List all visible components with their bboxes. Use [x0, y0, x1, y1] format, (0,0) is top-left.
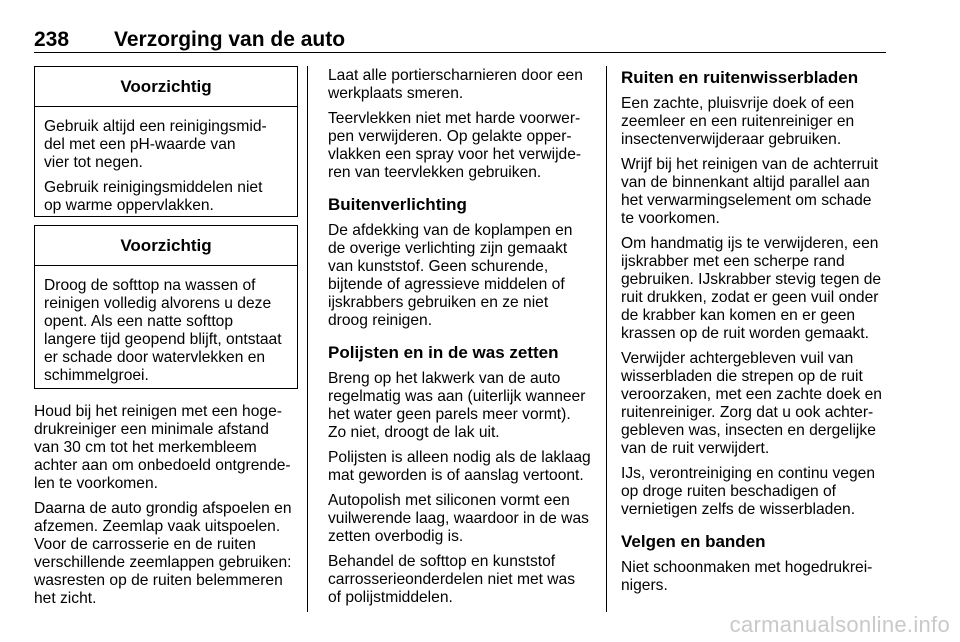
paragraph: Behandel de softtop en kunststof carrosserieonderdelen niet met was of polijstmiddelen. — [328, 553, 576, 606]
paragraph: Een zachte, pluisvrije doek of een zeemleer en een ruitenreiniger en insectenverwijderaar gebruiken. — [621, 95, 855, 148]
paragraph: Breng op het lakwerk van de auto regelmatig was aan (uiterlijk wanneer het water geen parels meer vormt). Zo niet, droogt de lak uit. — [328, 370, 586, 441]
header-rule — [34, 52, 886, 53]
paragraph: Daarna de auto grondig afspoelen en afzemen. Zeemlap vaak uitspoelen. Voor de carrosserie en de ruiten verschillende zeemlappen gebruiken: wasresten op de ruiten belemmeren het zicht. — [34, 500, 292, 607]
paragraph: Niet schoonmaken met hogedrukrei- nigers. — [621, 559, 873, 594]
caution-body — [35, 107, 297, 215]
paragraph: IJs, verontreiniging en continu vegen op droge ruiten beschadigen of vernietigen zelfs de wisserbladen. — [621, 465, 875, 518]
column-divider-right — [606, 66, 607, 612]
paragraph: Houd bij het reinigen met een hoge- drukreiniger een minimale afstand van 30 cm tot het merkembleem achter aan om onbedoeld ontgrende- len te voorkomen. — [34, 403, 291, 492]
caution-text: Gebruik altijd een reinigingsmid- del met een pH-waarde van vier tot negen. — [44, 118, 267, 171]
page-header — [34, 28, 886, 52]
paragraph: Teervlekken niet met harde voorwer- pen verwijderen. Op gelakte opper- vlakken een spray voor het verwijde- ren van teervlekken gebruiken. — [328, 110, 582, 181]
caution-title: Voorzichtig — [35, 67, 297, 107]
paragraph: Om handmatig ijs te verwijderen, een ijskrabber met een scherpe rand gebruiken. IJskrabber stevig tegen de ruit drukken, zodat er geen vuil onder de krabber kan komen en er geen krassen op de ruit worden gemaakt. — [621, 235, 882, 342]
section-heading-wheels: Velgen en banden — [621, 532, 766, 551]
section-heading-windows: Ruiten en ruitenwisserbladen — [621, 68, 859, 87]
caution-title: Voorzichtig — [35, 226, 297, 266]
paragraph: Autopolish met siliconen vormt een vuilwerende laag, waardoor in de was zetten overbodig is. — [328, 492, 589, 545]
paragraph: Laat alle portierscharnieren door een werkplaats smeren. — [328, 67, 583, 102]
paragraph: De afdekking van de koplampen en de overige verlichting zijn gemaakt van kunststof. Geen schurende, bijtende of agressieve middelen of ijskrabbers gebruiken en ze niet droog reinigen. — [328, 222, 573, 329]
paragraph: Polijsten is alleen nodig als de laklaag mat geworden is of aanslag vertoont. — [328, 449, 591, 484]
watermark: carmanualsonline.info — [729, 612, 950, 637]
left-column-text — [34, 403, 300, 615]
paragraph: Wrijf bij het reinigen van de achterruit van de binnenkant altijd parallel aan het verwarmingselement om schade te voorkomen. — [621, 156, 879, 227]
middle-column-text — [328, 67, 598, 614]
chapter-title: Verzorging van de auto — [114, 28, 346, 51]
caution-box-cleaning-agent — [34, 66, 298, 217]
column-divider-left — [307, 66, 308, 612]
caution-body — [35, 266, 297, 385]
caution-text: Gebruik reinigingsmiddelen niet op warme oppervlakken. — [44, 179, 263, 214]
caution-box-softtop — [34, 225, 298, 389]
section-heading-polishing: Polijsten en in de was zetten — [328, 343, 559, 362]
page-number: 238 — [34, 28, 70, 51]
paragraph: Verwijder achtergebleven vuil van wisserbladen die strepen op de ruit veroorzaken, met een zachte doek en ruitenreiniger. Zorg dat u ook achter- gebleven was, insecten en dergelijke van de ruit verwijdert. — [621, 350, 882, 457]
section-heading-exterior-lights: Buitenverlichting — [328, 195, 467, 214]
right-column-text — [621, 67, 891, 602]
caution-text: Droog de softtop na wassen of reinigen volledig alvorens u deze opent. Als een natte softtop langere tijd geopend blijft, ontstaat er schade door watervlekken en schimmelgroei. — [44, 277, 282, 384]
